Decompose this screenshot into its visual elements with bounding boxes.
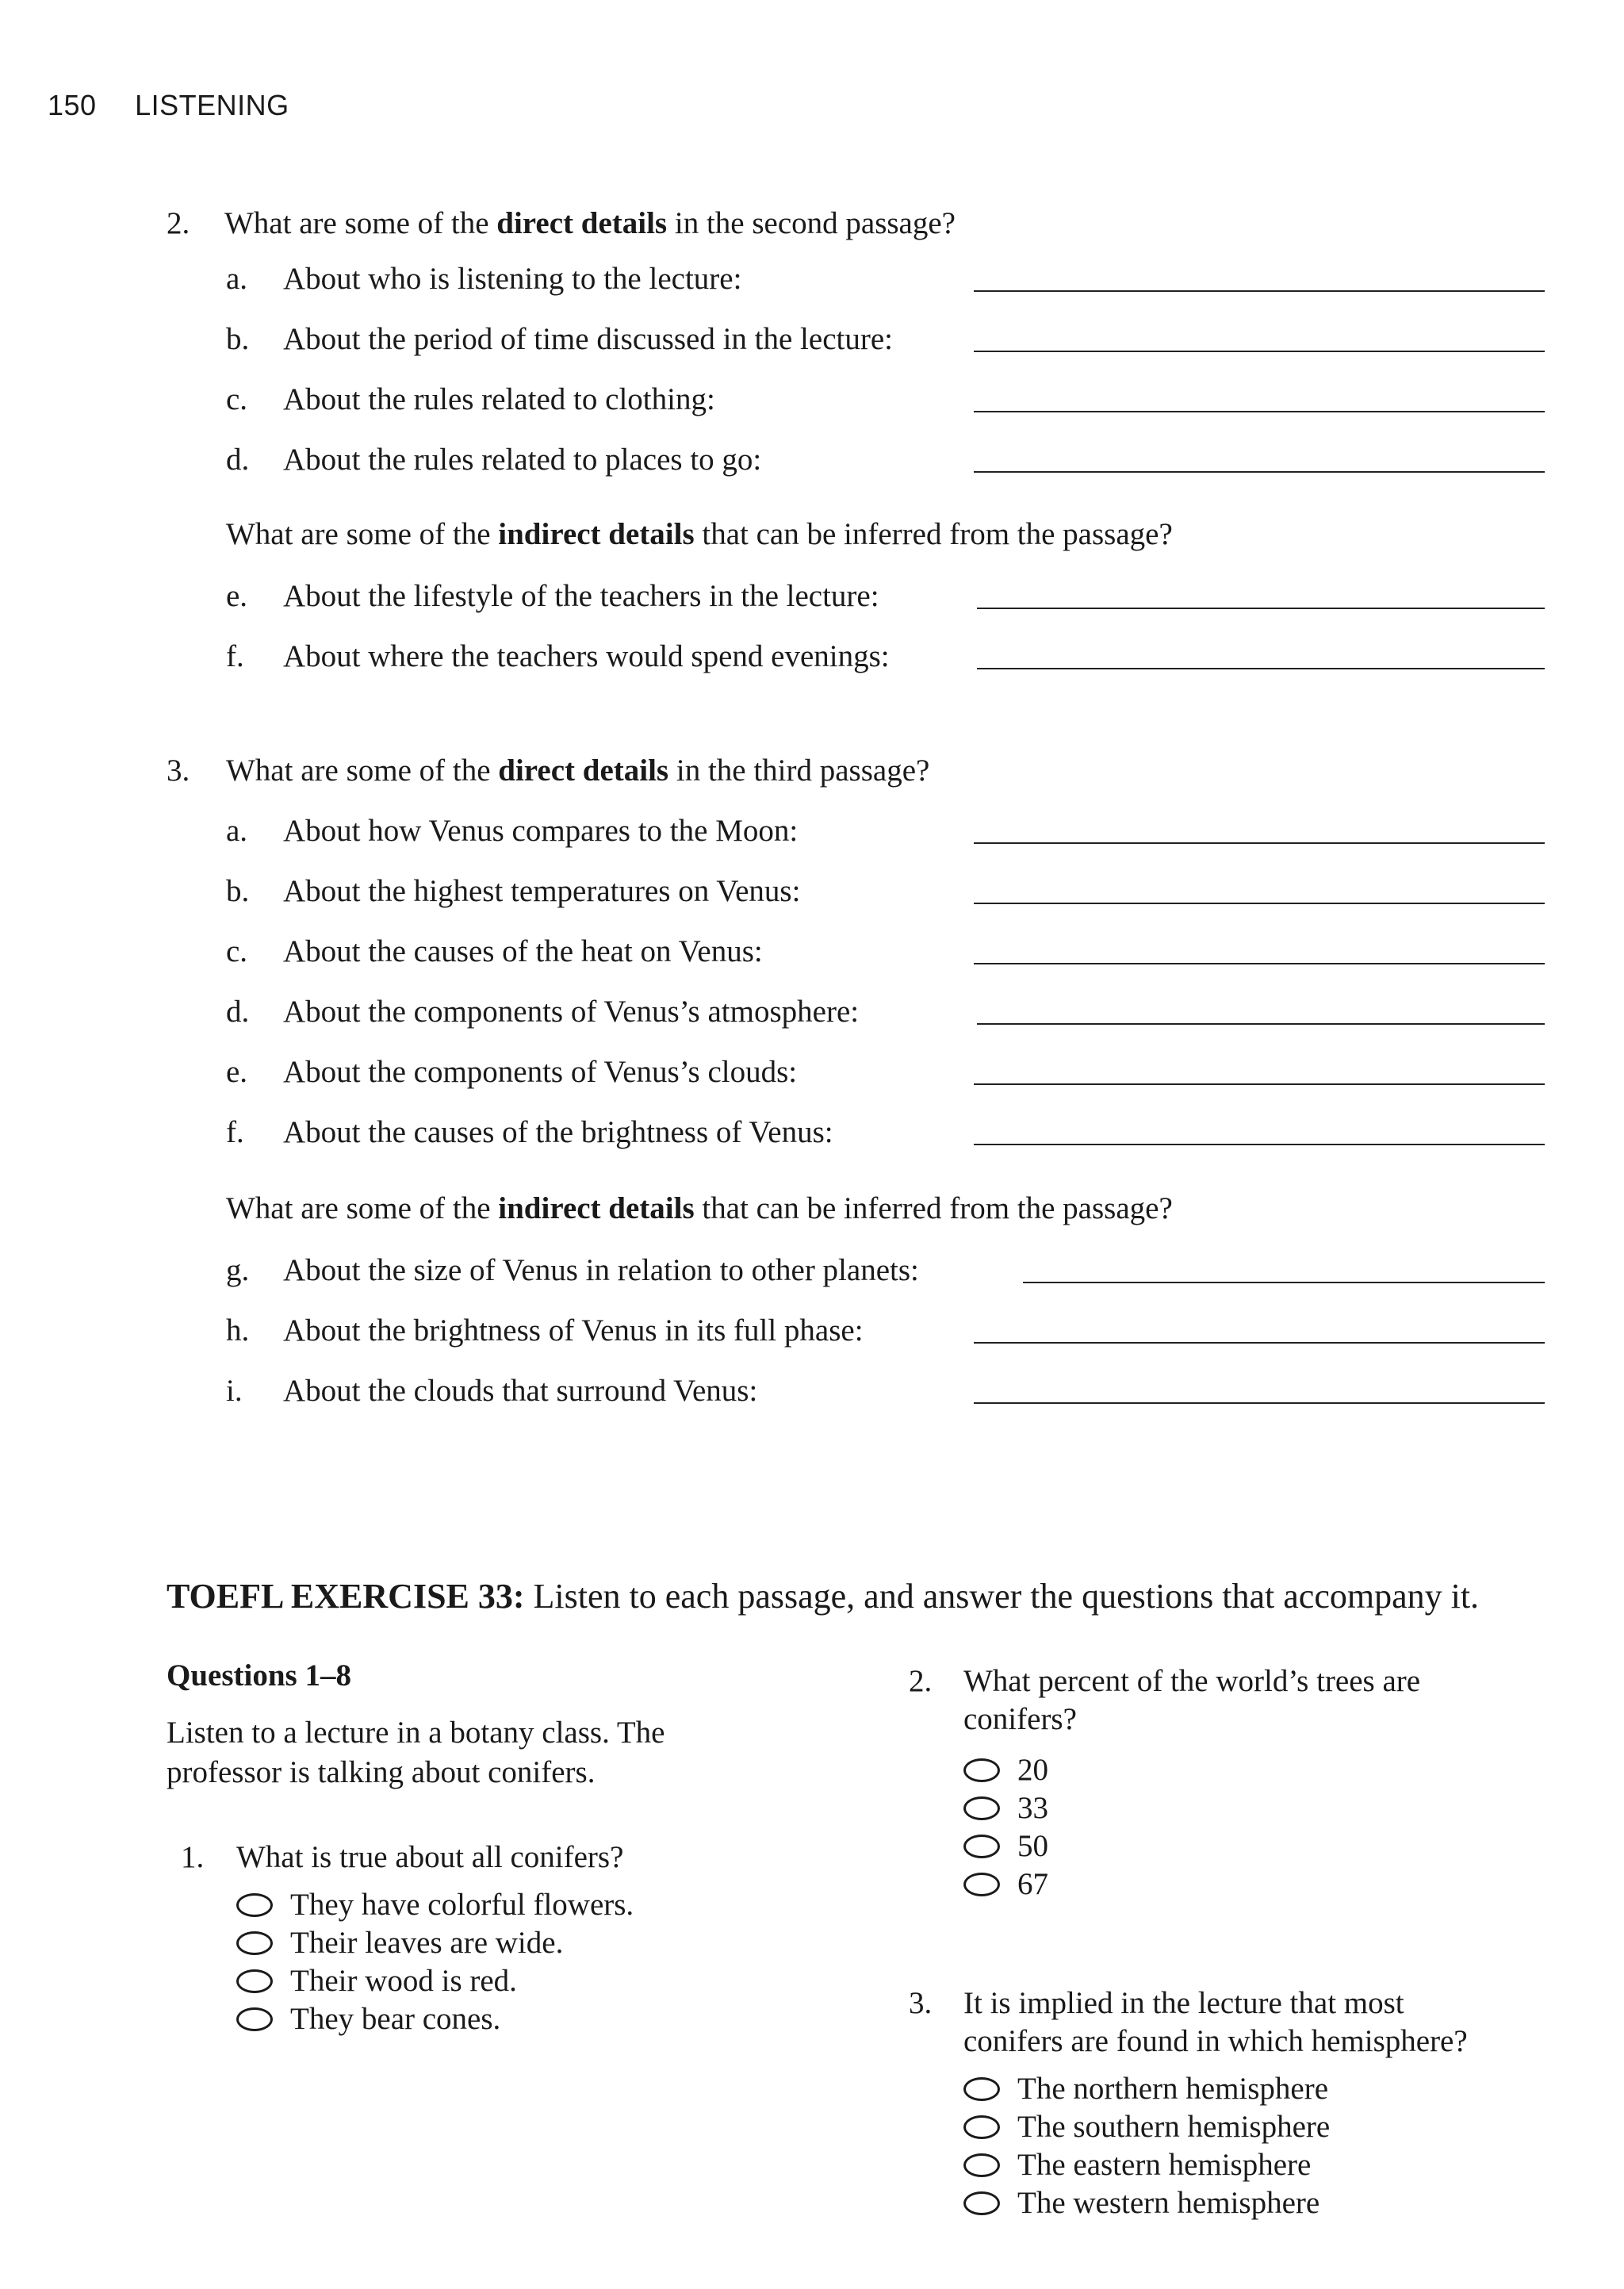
page-header bbox=[48, 89, 289, 122]
item-letter: e. bbox=[226, 579, 248, 613]
answer-line[interactable] bbox=[974, 471, 1545, 473]
oval-bubble-icon[interactable] bbox=[963, 2077, 1000, 2101]
answer-option[interactable]: They bear cones. bbox=[236, 2000, 500, 2038]
item-text: About the components of Venus’s atmosphere: bbox=[283, 995, 860, 1029]
answer-option[interactable]: 67 bbox=[963, 1865, 1048, 1904]
answer-option[interactable]: Their leaves are wide. bbox=[236, 1924, 563, 1962]
item-letter: d. bbox=[226, 443, 250, 477]
exercise-title: TOEFL EXERCISE 33: Listen to each passage, and answer the questions that accompany it. bbox=[167, 1577, 1480, 1616]
mc-question-1-text: What is true about all conifers? bbox=[236, 1840, 624, 1874]
item-letter: a. bbox=[226, 262, 248, 296]
indirect-details-prompt: What are some of the indirect details that can be inferred from the passage? bbox=[226, 1191, 1173, 1225]
item-letter: i. bbox=[226, 1374, 243, 1408]
item-text: About the size of Venus in relation to other planets: bbox=[283, 1253, 919, 1287]
answer-line[interactable] bbox=[977, 668, 1545, 669]
oval-bubble-icon[interactable] bbox=[963, 2153, 1000, 2177]
oval-bubble-icon[interactable] bbox=[236, 1893, 273, 1917]
item-text: About the components of Venus’s clouds: bbox=[283, 1055, 798, 1089]
item-letter: a. bbox=[226, 814, 248, 848]
oval-bubble-icon[interactable] bbox=[236, 1969, 273, 1993]
oval-bubble-icon[interactable] bbox=[963, 1873, 1000, 1896]
item-text: About the brightness of Venus in its full phase: bbox=[283, 1313, 864, 1348]
questions-heading: Questions 1–8 bbox=[167, 1658, 351, 1693]
mc-question-3-text: It is implied in the lecture that most conifers are found in which hemisphere? bbox=[963, 1986, 1468, 2058]
oval-bubble-icon[interactable] bbox=[963, 1796, 1000, 1820]
answer-line[interactable] bbox=[974, 411, 1545, 412]
answer-option[interactable]: The western hemisphere bbox=[963, 2184, 1320, 2222]
answer-line[interactable] bbox=[974, 290, 1545, 292]
page-number: 150 bbox=[48, 89, 97, 121]
question-3-prompt: What are some of the direct details in the third passage? bbox=[226, 753, 930, 788]
lecture-intro: Listen to a lecture in a botany class. The professor is talking about conifers. bbox=[167, 1716, 665, 1789]
answer-option[interactable]: 50 bbox=[963, 1827, 1048, 1865]
oval-bubble-icon[interactable] bbox=[963, 1835, 1000, 1858]
answer-option[interactable]: The northern hemisphere bbox=[963, 2070, 1328, 2108]
oval-bubble-icon[interactable] bbox=[236, 1931, 273, 1955]
item-letter: b. bbox=[226, 322, 250, 356]
item-letter: c. bbox=[226, 382, 248, 416]
mc-question-2-number: 2. bbox=[909, 1664, 933, 1698]
oval-bubble-icon[interactable] bbox=[236, 2007, 273, 2031]
question-2-number: 2. bbox=[167, 206, 190, 240]
answer-line[interactable] bbox=[974, 351, 1545, 352]
answer-line[interactable] bbox=[974, 903, 1545, 904]
item-text: About the highest temperatures on Venus: bbox=[283, 874, 801, 908]
question-3-number: 3. bbox=[167, 753, 190, 788]
answer-line[interactable] bbox=[977, 1023, 1545, 1025]
oval-bubble-icon[interactable] bbox=[963, 2191, 1000, 2215]
answer-line[interactable] bbox=[974, 1342, 1545, 1344]
item-letter: g. bbox=[226, 1253, 250, 1287]
answer-option[interactable]: 20 bbox=[963, 1751, 1048, 1789]
item-letter: h. bbox=[226, 1313, 250, 1348]
item-text: About the rules related to clothing: bbox=[283, 382, 715, 416]
item-text: About the lifestyle of the teachers in the lecture: bbox=[283, 579, 879, 613]
item-text: About where the teachers would spend evenings: bbox=[283, 639, 890, 673]
answer-option[interactable]: The eastern hemisphere bbox=[963, 2146, 1311, 2184]
answer-line[interactable] bbox=[974, 1144, 1545, 1145]
answer-line[interactable] bbox=[974, 842, 1545, 844]
section-title: LISTENING bbox=[135, 89, 289, 121]
answer-line[interactable] bbox=[977, 608, 1545, 609]
item-text: About the clouds that surround Venus: bbox=[283, 1374, 758, 1408]
item-letter: e. bbox=[226, 1055, 248, 1089]
answer-line[interactable] bbox=[1023, 1282, 1545, 1283]
item-text: About how Venus compares to the Moon: bbox=[283, 814, 799, 848]
mc-question-2-text: What percent of the world’s trees are conifers? bbox=[963, 1664, 1421, 1736]
item-text: About who is listening to the lecture: bbox=[283, 262, 742, 296]
answer-option[interactable]: Their wood is red. bbox=[236, 1962, 517, 2000]
answer-line[interactable] bbox=[974, 1083, 1545, 1085]
indirect-details-prompt: What are some of the indirect details that can be inferred from the passage? bbox=[226, 517, 1173, 551]
answer-line[interactable] bbox=[974, 963, 1545, 964]
item-text: About the rules related to places to go: bbox=[283, 443, 762, 477]
answer-option[interactable]: They have colorful flowers. bbox=[236, 1886, 634, 1924]
answer-option[interactable]: 33 bbox=[963, 1789, 1048, 1827]
oval-bubble-icon[interactable] bbox=[963, 2115, 1000, 2139]
item-text: About the causes of the brightness of Venus: bbox=[283, 1115, 833, 1149]
item-text: About the period of time discussed in the lecture: bbox=[283, 322, 893, 356]
answer-line[interactable] bbox=[974, 1402, 1545, 1404]
question-2-prompt: What are some of the direct details in the second passage? bbox=[224, 206, 956, 240]
item-letter: b. bbox=[226, 874, 250, 908]
item-letter: f. bbox=[226, 639, 244, 673]
oval-bubble-icon[interactable] bbox=[963, 1758, 1000, 1782]
item-letter: c. bbox=[226, 934, 248, 968]
item-text: About the causes of the heat on Venus: bbox=[283, 934, 763, 968]
item-letter: d. bbox=[226, 995, 250, 1029]
mc-question-3-number: 3. bbox=[909, 1986, 933, 2020]
item-letter: f. bbox=[226, 1115, 244, 1149]
answer-option[interactable]: The southern hemisphere bbox=[963, 2108, 1330, 2146]
mc-question-1-number: 1. bbox=[181, 1840, 205, 1874]
